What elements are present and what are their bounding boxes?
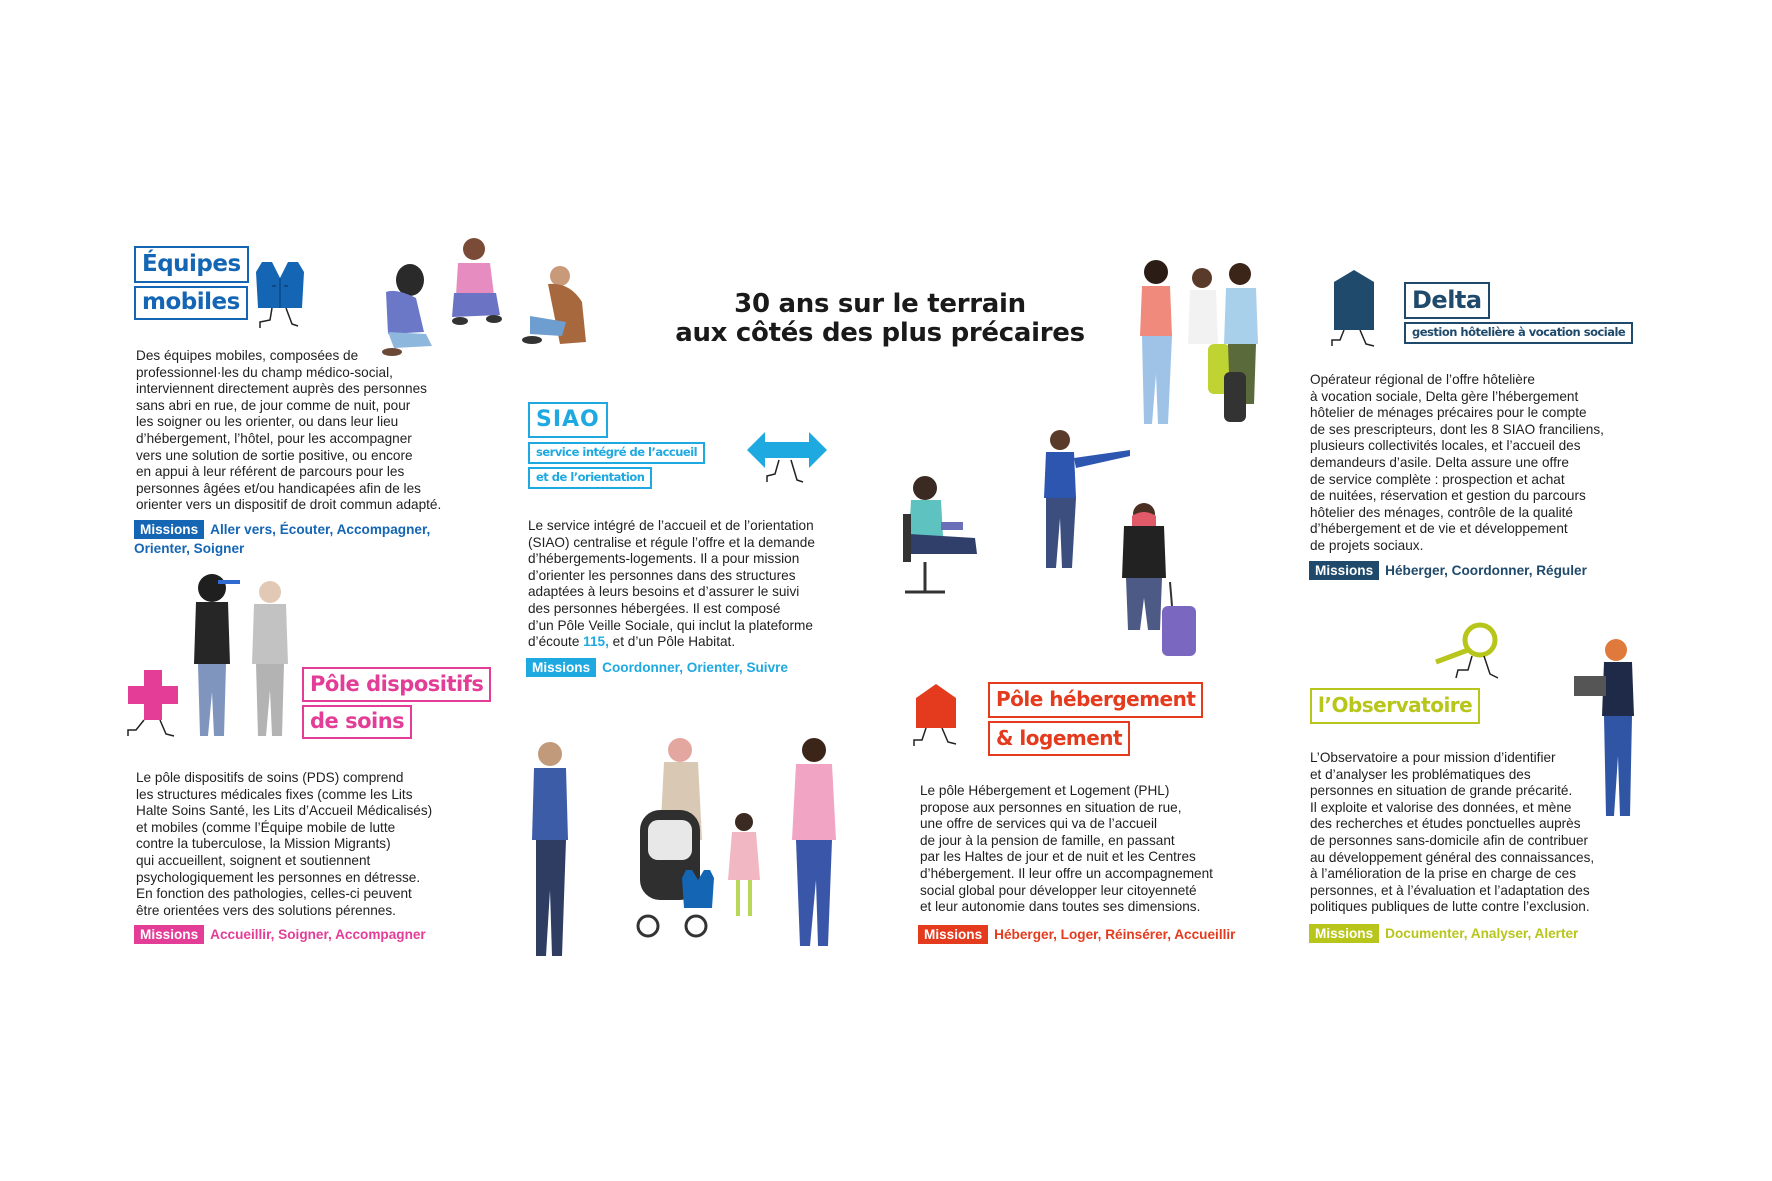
missions-badge: Missions [134, 520, 204, 539]
house-icon [1330, 268, 1382, 350]
equipes-description: Des équipes mobiles, composées de professionnel·les du champ médico-social, interviennent directement auprès des personnes sans abri en rue, de jour comme de nuit, pour les soigner ou les orienter, ou dans leur lieu d’hébergement, l’hôtel, pour les accompagner vers une solution de sortie positive, ou encore en appui à leur référent de parcours pour les personnes âgées et/ou handicapées afin de les orienter vers un dispositif de droit commun adapté. [136, 348, 442, 513]
house-icon [912, 682, 964, 758]
missions-list: Coordonner, Orienter, Suivre [602, 660, 788, 675]
observatoire-label: l’Observatoire [1310, 688, 1480, 724]
illustration-man-suitcase [1110, 502, 1210, 662]
illustration-crouching-woman [366, 262, 446, 362]
pds-label-line2: de soins [302, 705, 412, 739]
pds-label-line1: Pôle dispositifs [302, 667, 491, 702]
delta-missions [1309, 561, 1587, 580]
equipes-label-line2: mobiles [134, 286, 248, 320]
medical-cross-icon [126, 668, 182, 752]
siao-label: SIAO [528, 402, 608, 438]
delta-label-line2: gestion hôtelière à vocation sociale [1404, 322, 1633, 344]
equipes-label-line1: Équipes [134, 246, 249, 283]
illustration-woman-chair [885, 474, 995, 604]
illustration-family-luggage [1128, 254, 1278, 444]
siao-missions [526, 658, 788, 677]
illustration-group-with-stroller [520, 730, 860, 970]
missions-badge: Missions [1309, 561, 1379, 580]
pds-description: Le pôle dispositifs de soins (PDS) comprend les structures médicales fixes (comme les Lits Halte Soins Santé, les Lits d’Accueil Médicalisés) et mobiles (comme l’Équipe mobile de lutte contre la tuberculose, la Mission Migrants) qui accueillent, soignent et soutiennent psychologiquement les personnes en détresse. En fonction des pathologies, celles-ci peuvent être orientées vers des solutions pérennes. [136, 770, 433, 918]
observatoire-missions [1309, 924, 1578, 943]
delta-label: Delta [1404, 282, 1490, 319]
phl-missions [918, 925, 1235, 944]
missions-list: Accueillir, Soigner, Accompagner [210, 927, 426, 942]
missions-list: Aller vers, Écouter, Accompagner, [210, 522, 431, 537]
illustration-temperature-check [180, 572, 300, 744]
missions-list: Héberger, Loger, Réinsérer, Accueillir [994, 927, 1236, 942]
missions-badge: Missions [1309, 924, 1379, 943]
illustration-squatting-woman [440, 235, 510, 335]
illustration-sitting-man [520, 262, 600, 352]
siao-label-line2: service intégré de l’accueil [528, 442, 705, 464]
pds-missions [134, 925, 426, 944]
missions-badge: Missions [134, 925, 204, 944]
double-arrow-icon [745, 430, 831, 496]
title-line-2: aux côtés des plus précaires [675, 318, 1085, 348]
missions-list: Documenter, Analyser, Alerter [1385, 926, 1579, 941]
missions-badge: Missions [526, 658, 596, 677]
equipes-missions [134, 520, 430, 558]
delta-description: Opérateur régional de l’offre hôtelière à vocation sociale, Delta gère l’hébergement hôtelier de ménages précaires pour le compte de ses prescripteurs, dont les 8 SIAO franciliens, plusieurs collectivités locales, et l’accueil des demandeurs d’asile. Delta assure une offre de service complète : prospection et achat de nuitées, réservation et gestion du parcours hôtelier des ménages, contrôle de la qualité d’hébergement et de vie et développement de projets sociaux. [1310, 372, 1604, 553]
missions-list-cont: Orienter, Soigner [134, 541, 245, 556]
vest-icon [252, 258, 308, 332]
missions-list: Héberger, Coordonner, Réguler [1385, 563, 1587, 578]
observatoire-description: L’Observatoire a pour mission d’identifier et d’analyser les problématiques des personnes en situation de grande précarité. Il exploite et valorise des données, et mène des recherches et études ponctuelles auprès de personnes sans-domicile afin de contribuer au développement général des connaissances, à l’amélioration de la prise en charge de ces personnes, et à l’évaluation et l’adaptation des politiques publiques de lutte contre l’exclusion. [1310, 750, 1595, 915]
page-title [640, 290, 1120, 348]
siao-description: Le service intégré de l’accueil et de l’orientation (SIAO) centralise et régule l’offre et la demande d’hébergements-logements. Il a pour mission d’orienter les personnes dans des structures adaptées à leurs besoins et d’assurer le suivi des personnes hébergées. Il est composé d’un Pôle Veille Sociale, qui inclut la plateforme d’écoute 115, et d’un Pôle Habitat. [528, 518, 815, 650]
phl-label-line1: Pôle hébergement [988, 682, 1203, 718]
siao-label-line3: et de l’orientation [528, 467, 652, 489]
missions-badge: Missions [918, 925, 988, 944]
magnifier-icon [1428, 622, 1508, 692]
title-line-1: 30 ans sur le terrain [734, 289, 1026, 319]
phl-description: Le pôle Hébergement et Logement (PHL) propose aux personnes en situation de rue, une offre de services qui va de l’accueil de jour à la pension de famille, en passant par les Haltes de jour et de nuit et les Centres d’hébergement. Il leur offre un accompagnement social global pour développer leur citoyenneté et leur autonomie dans toutes ses dimensions. [920, 783, 1213, 915]
phl-label-line2: & logement [988, 721, 1130, 756]
phone-115: 115, [583, 634, 609, 650]
